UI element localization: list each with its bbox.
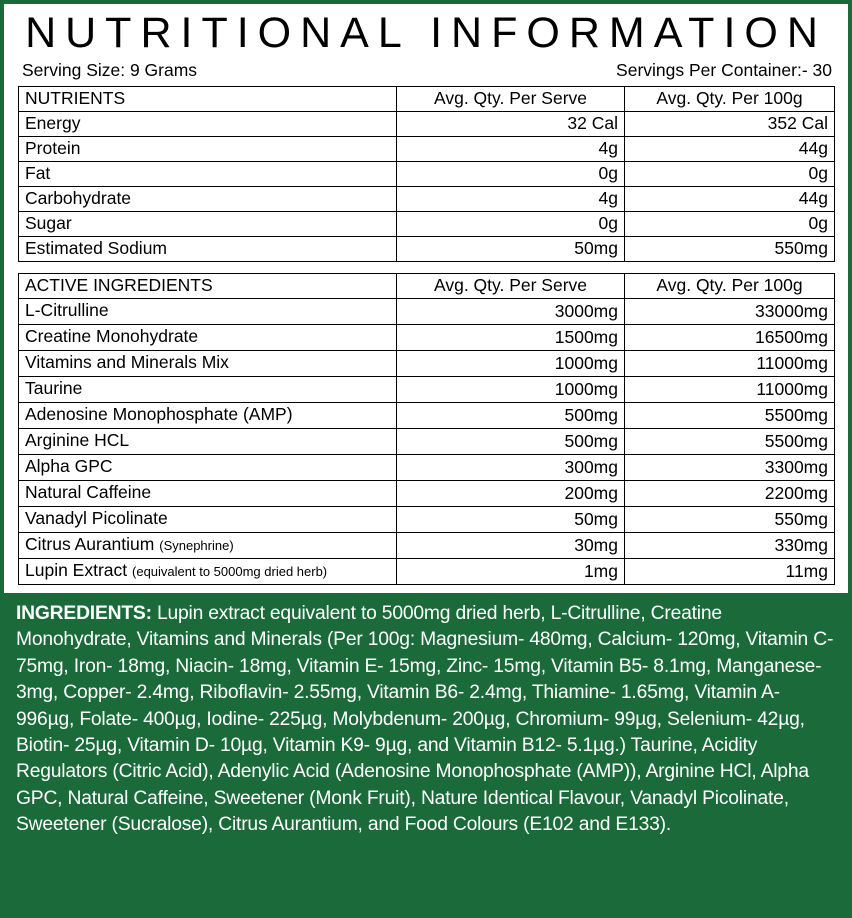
active-per-serve: 50mg bbox=[397, 507, 625, 533]
nutrient-name: Energy bbox=[19, 112, 397, 137]
nutrients-header-per-serve: Avg. Qty. Per Serve bbox=[397, 87, 625, 112]
active-header-name: ACTIVE INGREDIENTS bbox=[19, 274, 397, 299]
table-row bbox=[19, 377, 835, 403]
active-ingredients-table bbox=[18, 273, 835, 585]
active-name-text: Adenosine Monophosphate (AMP) bbox=[25, 404, 293, 424]
active-name-note: (Synephrine) bbox=[159, 538, 234, 553]
active-header-per-serve: Avg. Qty. Per Serve bbox=[397, 274, 625, 299]
active-per-100g: 550mg bbox=[625, 507, 835, 533]
active-per-serve: 200mg bbox=[397, 481, 625, 507]
nutrient-per-serve: 0g bbox=[397, 212, 625, 237]
table-row bbox=[19, 112, 835, 137]
active-per-100g: 11000mg bbox=[625, 351, 835, 377]
active-per-100g: 16500mg bbox=[625, 325, 835, 351]
active-name-text: Creatine Monohydrate bbox=[25, 326, 199, 346]
nutrient-name: Sugar bbox=[19, 212, 397, 237]
nutrient-per-100g: 352 Cal bbox=[625, 112, 835, 137]
active-name-text: Natural Caffeine bbox=[25, 482, 152, 502]
nutrient-name: Fat bbox=[19, 162, 397, 187]
table-row bbox=[19, 137, 835, 162]
table-row bbox=[19, 212, 835, 237]
active-name bbox=[19, 403, 397, 429]
active-table-header-row bbox=[19, 274, 835, 299]
active-name-text: L-Citrulline bbox=[25, 300, 109, 320]
table-row bbox=[19, 507, 835, 533]
nutrient-per-serve: 0g bbox=[397, 162, 625, 187]
nutrients-header-per-100g: Avg. Qty. Per 100g bbox=[625, 87, 835, 112]
active-name bbox=[19, 429, 397, 455]
active-name bbox=[19, 351, 397, 377]
active-per-100g: 11mg bbox=[625, 559, 835, 585]
nutrient-per-100g: 44g bbox=[625, 187, 835, 212]
active-name bbox=[19, 559, 397, 585]
nutrient-per-100g: 0g bbox=[625, 162, 835, 187]
table-spacer bbox=[18, 262, 834, 273]
active-per-100g: 2200mg bbox=[625, 481, 835, 507]
active-name bbox=[19, 481, 397, 507]
nutrient-name: Carbohydrate bbox=[19, 187, 397, 212]
page-title: NUTRITIONAL INFORMATION bbox=[25, 9, 827, 57]
table-row bbox=[19, 481, 835, 507]
nutrients-table-header-row bbox=[19, 87, 835, 112]
active-name bbox=[19, 377, 397, 403]
nutrients-header-name: NUTRIENTS bbox=[19, 87, 397, 112]
nutrition-top-section bbox=[4, 4, 848, 585]
nutrients-table bbox=[18, 86, 835, 262]
table-row bbox=[19, 162, 835, 187]
nutrient-per-serve: 50mg bbox=[397, 237, 625, 262]
active-per-serve: 1000mg bbox=[397, 377, 625, 403]
active-per-serve: 300mg bbox=[397, 455, 625, 481]
active-name-text: Citrus Aurantium bbox=[25, 534, 155, 554]
ingredients-paragraph bbox=[16, 601, 838, 839]
nutrient-per-100g: 44g bbox=[625, 137, 835, 162]
ingredients-heading: INGREDIENTS: bbox=[16, 603, 152, 624]
active-per-100g: 5500mg bbox=[625, 429, 835, 455]
table-row bbox=[19, 187, 835, 212]
nutrient-per-100g: 0g bbox=[625, 212, 835, 237]
nutrient-per-serve: 4g bbox=[397, 137, 625, 162]
nutrient-name: Protein bbox=[19, 137, 397, 162]
active-per-serve: 1000mg bbox=[397, 351, 625, 377]
active-name-text: Alpha GPC bbox=[25, 456, 113, 476]
table-row bbox=[19, 237, 835, 262]
active-per-100g: 5500mg bbox=[625, 403, 835, 429]
table-row bbox=[19, 403, 835, 429]
active-name bbox=[19, 299, 397, 325]
nutrient-per-serve: 32 Cal bbox=[397, 112, 625, 137]
active-per-serve: 500mg bbox=[397, 429, 625, 455]
table-row bbox=[19, 299, 835, 325]
ingredients-text: Lupin extract equivalent to 5000mg dried herb, L-Citrulline, Creatine Monohydrate, Vitamins and Minerals (Per 100g: Magnesium- 480mg, Calcium- 120mg, Vitamin C- 75mg, Iron- 18mg, Niacin- 18mg, Vitamin E- 15mg, Zinc- 15mg, Vitamin B5- 8.1mg, Manganese- 3mg, Copper- 2.4mg, Riboflavin- 2.55mg, Vitamin B6- 2.4mg, Thiamine- 1.65mg, Vitamin A- 996µg, Folate- 400µg, Iodine- 225µg, Molybdenum- 200µg, Chromium- 99µg, Selenium- 42µg, Biotin- 25µg, Vitamin D- 10µg, Vitamin K9- 9µg, and Vitamin B12- 5.1µg.) Taurine, Acidity Regulators (Citric Acid), Adenylic Acid (Adenosine Monophosphate (AMP)), Arginine HCl, Alpha GPC, Natural Caffeine, Sweetener (Monk Fruit), Nature Identical Flavour, Vanadyl Picolinate, Sweetener (Sucralose), Citrus Aurantium, and Food Colours (E102 and E133). bbox=[16, 603, 834, 836]
active-per-serve: 1500mg bbox=[397, 325, 625, 351]
active-name bbox=[19, 455, 397, 481]
nutrient-name: Estimated Sodium bbox=[19, 237, 397, 262]
table-row bbox=[19, 533, 835, 559]
table-row bbox=[19, 455, 835, 481]
serving-info-row bbox=[18, 60, 834, 86]
nutrient-per-serve: 4g bbox=[397, 187, 625, 212]
active-per-100g: 3300mg bbox=[625, 455, 835, 481]
active-name-text: Vitamins and Minerals Mix bbox=[25, 352, 229, 372]
active-header-per-100g: Avg. Qty. Per 100g bbox=[625, 274, 835, 299]
active-name bbox=[19, 325, 397, 351]
active-name bbox=[19, 533, 397, 559]
active-per-100g: 33000mg bbox=[625, 299, 835, 325]
active-name-note: (equivalent to 5000mg dried herb) bbox=[132, 564, 328, 579]
servings-per-container-label: Servings Per Container:- 30 bbox=[616, 60, 832, 80]
active-per-serve: 500mg bbox=[397, 403, 625, 429]
ingredients-section bbox=[4, 593, 848, 914]
active-name-text: Lupin Extract bbox=[25, 560, 128, 580]
active-per-100g: 11000mg bbox=[625, 377, 835, 403]
active-name bbox=[19, 507, 397, 533]
active-per-serve: 1mg bbox=[397, 559, 625, 585]
active-name-text: Arginine HCL bbox=[25, 430, 130, 450]
active-per-serve: 30mg bbox=[397, 533, 625, 559]
serving-size-label: Serving Size: 9 Grams bbox=[22, 60, 198, 80]
active-per-serve: 3000mg bbox=[397, 299, 625, 325]
table-row bbox=[19, 351, 835, 377]
active-per-100g: 330mg bbox=[625, 533, 835, 559]
nutrient-per-100g: 550mg bbox=[625, 237, 835, 262]
table-row bbox=[19, 325, 835, 351]
table-row bbox=[19, 429, 835, 455]
table-row bbox=[19, 559, 835, 585]
active-name-text: Taurine bbox=[25, 378, 83, 398]
active-name-text: Vanadyl Picolinate bbox=[25, 508, 168, 528]
